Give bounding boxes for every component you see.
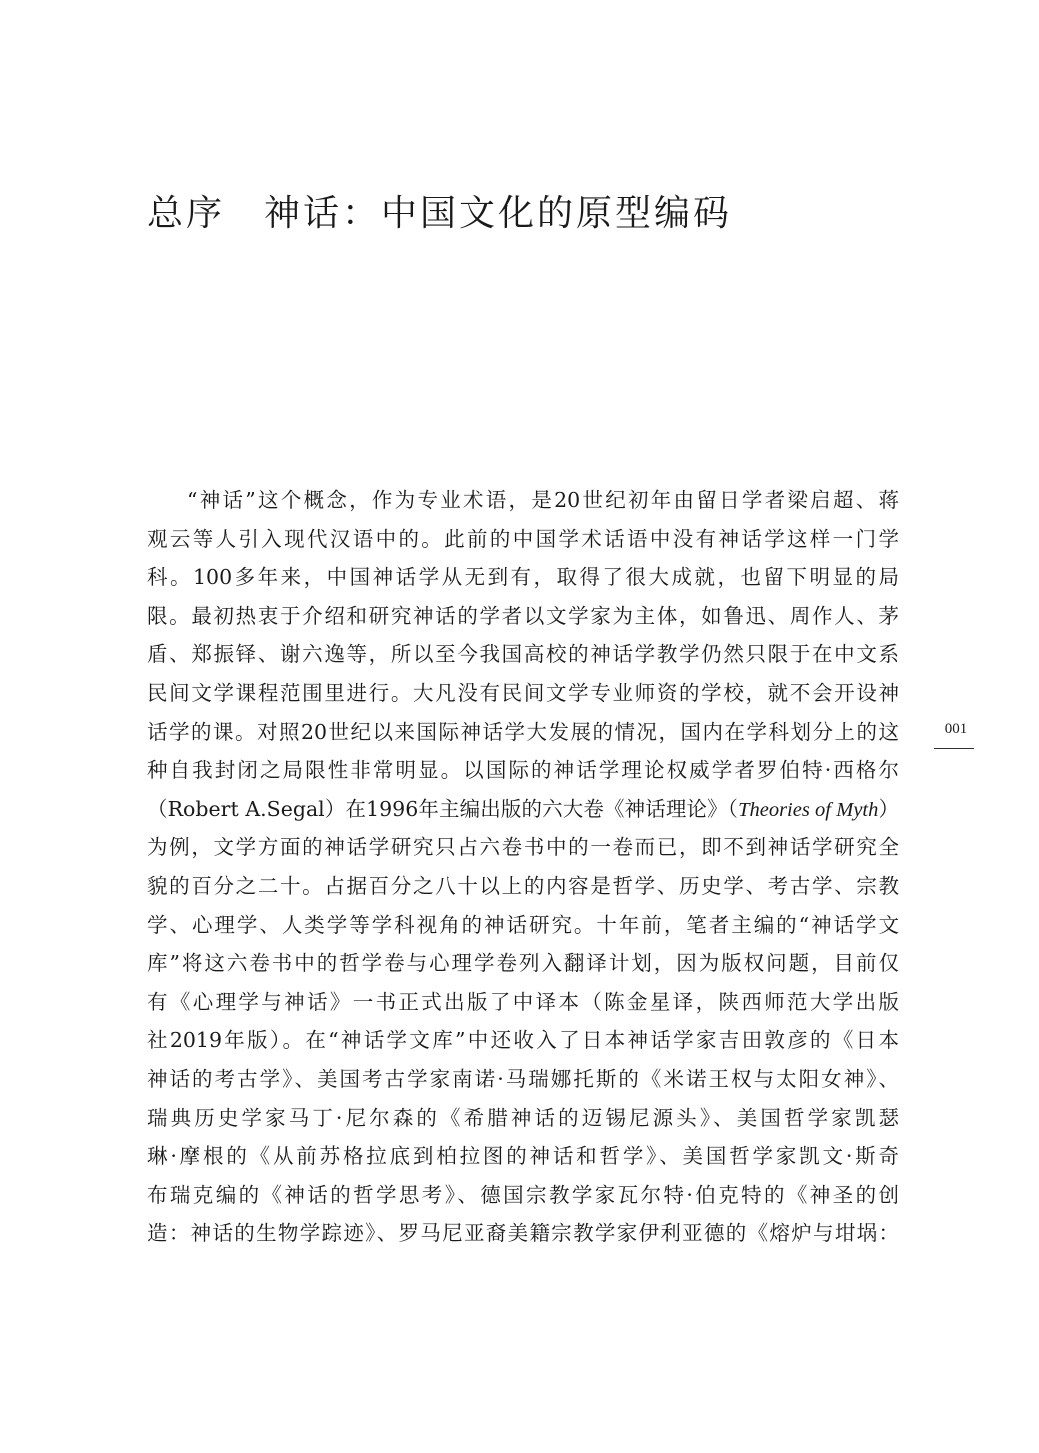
text-line: 观云等人引入现代汉语中的。此前的中国学术话语中没有神话学这样一门学 — [147, 526, 899, 551]
body-text — [147, 481, 899, 1253]
text-line: 盾、郑振铎、谢六逸等，所以至今我国高校的神话学教学仍然只限于在中文系 — [147, 642, 899, 667]
text-line: 话学的课。对照20世纪以来国际神话学大发展的情况，国内在学科划分上的这 — [147, 719, 899, 744]
page-number-rule — [934, 748, 974, 749]
text-line: 限。最初热衷于介绍和研究神话的学者以文学家为主体，如鲁迅、周作人、茅 — [147, 603, 899, 628]
text-line: 为例，文学方面的神话学研究只占六卷书中的一卷而已，即不到神话学研究全 — [147, 835, 899, 860]
text-line: 科。100多年来，中国神话学从无到有，取得了很大成就，也留下明显的局 — [147, 565, 899, 590]
text-segment: ） — [878, 796, 899, 821]
text-line: 瑞典历史学家马丁·尼尔森的《希腊神话的迈锡尼源头》、美国哲学家凯瑟 — [147, 1105, 899, 1130]
italic-book-title: Theories of Myth — [738, 798, 879, 821]
text-line: 神话的考古学》、美国考古学家南诺·马瑞娜托斯的《米诺王权与太阳女神》、 — [147, 1066, 899, 1091]
text-line — [147, 790, 899, 829]
text-line: 造：神话的生物学踪迹》、罗马尼亚裔美籍宗教学家伊利亚德的《熔炉与坩埚： — [147, 1221, 899, 1246]
text-line: 库”将这六卷书中的哲学卷与心理学卷列入翻译计划，因为版权问题，目前仅 — [147, 951, 899, 976]
text-line: 琳·摩根的《从前苏格拉底到柏拉图的神话和哲学》、美国哲学家凯文·斯奇 — [147, 1144, 899, 1169]
text-segment: （Robert A.Segal）在1996年主编出版的六大卷《神话理论》（ — [147, 796, 739, 821]
text-line: 种自我封闭之局限性非常明显。以国际的神话学理论权威学者罗伯特·西格尔 — [147, 758, 899, 783]
text-line: 貌的百分之二十。占据百分之八十以上的内容是哲学、历史学、考古学、宗教 — [147, 873, 899, 898]
text-line: “神话”这个概念，作为专业术语，是20世纪初年由留日学者梁启超、蒋 — [187, 488, 899, 512]
text-line: 民间文学课程范围里进行。大凡没有民间文学专业师资的学校，就不会开设神 — [147, 680, 899, 705]
text-line: 有《心理学与神话》一书正式出版了中译本（陈金星译，陕西师范大学出版 — [147, 989, 899, 1014]
page-number: 001 — [944, 721, 968, 737]
text-line: 社2019年版）。在“神话学文库”中还收入了日本神话学家吉田敦彦的《日本 — [147, 1028, 899, 1053]
page-title: 总序 神话：中国文化的原型编码 — [147, 193, 733, 234]
text-line: 学、心理学、人类学等学科视角的神话研究。十年前，笔者主编的“神话学文 — [147, 912, 899, 937]
text-line: 布瑞克编的《神话的哲学思考》、德国宗教学家瓦尔特·伯克特的《神圣的创 — [147, 1182, 899, 1207]
